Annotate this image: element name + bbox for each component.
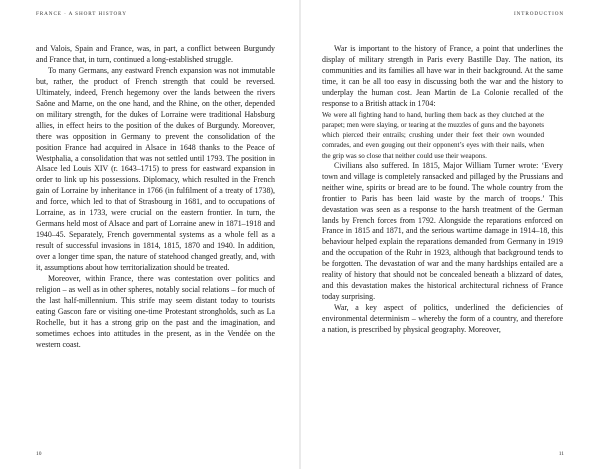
left-paragraph-2: To many Germans, any eastward French expansion was not immutable but, rather, the product of French strength that could be reversed. Ultimately, indeed, French hegemony over the lands between the rivers Saône and Marne, on the one hand, and the Rhine, on the other, depended on military strength, for the dukes of Lorraine were traditional Habsburg allies, in effect heirs to the position of the dukes of Burgundy. Moreover, there was opposition in Germany to prevent the consolidation of the position France had acquired in Alsace in 1648 thanks to the Peace of Westphalia, a consolidation that was not settled until 1793. The position in Alsace led Louis XIV (r. 1643–1715) to press for eastward expansion in order to link up his possessions. Diplomacy, which resulted in the French gain of Lorraine by inheritance in 1766 (in fulfilment of a treaty of 1738), and force, which led to that of Strasbourg in 1681, and to occupations of Lorraine, as in 1733, were crucial on the eastern frontier. In turn, the Germans held most of Alsace and part of Lorraine anew in 1871–1918 and 1940–45. Separately, French governmental systems as a whole fell as a result of successful invasions in 1814, 1815, 1870 and 1940. In addition, over a longer time span, the nature of statehood changed greatly, and, with it, assumptions about how territorialization should be treated. [36,65,275,273]
right-page-body [322,44,563,336]
right-paragraph-2: Civilians also suffered. In 1815, Major William Turner wrote: ‘Every town and village is completely ransacked and pillaged by the Prussians and neither wine, spirits or bread are to be found. The whole country from the frontier to Paris has been laid waste by the march of troops.’ This devastation was seen as a response to the harsh treatment of the German lands by French forces from 1792. Alongside the reparations enforced on France in 1815 and 1871, and the serious wartime damage in 1914–18, this behaviour helped explain the reparations demanded from Germany in 1919 and the occupation of the Ruhr in 1923, although that background tends to be forgotten. The devastation of war and the many hardships entailed are a reality of history that should not be concealed beneath a blizzard of dates, and this devastation makes the historical architectural richness of France today surprising. [322,160,563,302]
right-paragraph-1: War is important to the history of France, a point that underlines the display of military strength in Paris every Bastille Day. The nation, its communities and its families all have war in their background. At the same time, it can be all too easy in discussing both the war and the history to underplay the human cost. Jean Martin de La Colonie recalled of the response to a British attack in 1704: [322,44,563,108]
running-head-left: FRANCE · A SHORT HISTORY [36,11,127,17]
left-paragraph-1: and Valois, Spain and France, was, in part, a conflict between Burgundy and France that, in turn, continued a long-established struggle. [36,44,275,64]
right-paragraph-3: War, a key aspect of politics, underlined the deficiencies of environmental determinism – whereby the form of a country, and therefore a nation, is prescribed by physical geography. Moreover, [322,303,563,335]
right-page [300,0,600,469]
page-number-right: 11 [558,451,564,457]
running-head-right: INTRODUCTION [514,11,564,17]
left-page-body [36,44,275,351]
block-quote: We were all fighting hand to hand, hurling them back as they clutched at the parapet; men were slaying, or tearing at the muzzles of guns and the bayonets which pierced their entrails; crushing under their feet their own wounded comrades, and even gouging out their opponent’s eyes with their nails, when the grip was so close that neither could use their weapons. [322,110,544,160]
left-paragraph-3: Moreover, within France, there was contestation over politics and religion – as well as in other spheres, notably social relations – for much of the last half-millennium. This strife may seem distant today to tourists eating Gascon fare or visiting one-time Protestant strongholds, such as La Rochelle, but it has a strong grip on the past and the imagination, and sometimes echoes into attitudes in the present, as in the Vendée on the western coast. [36,274,275,349]
page-number-left: 10 [36,451,42,457]
